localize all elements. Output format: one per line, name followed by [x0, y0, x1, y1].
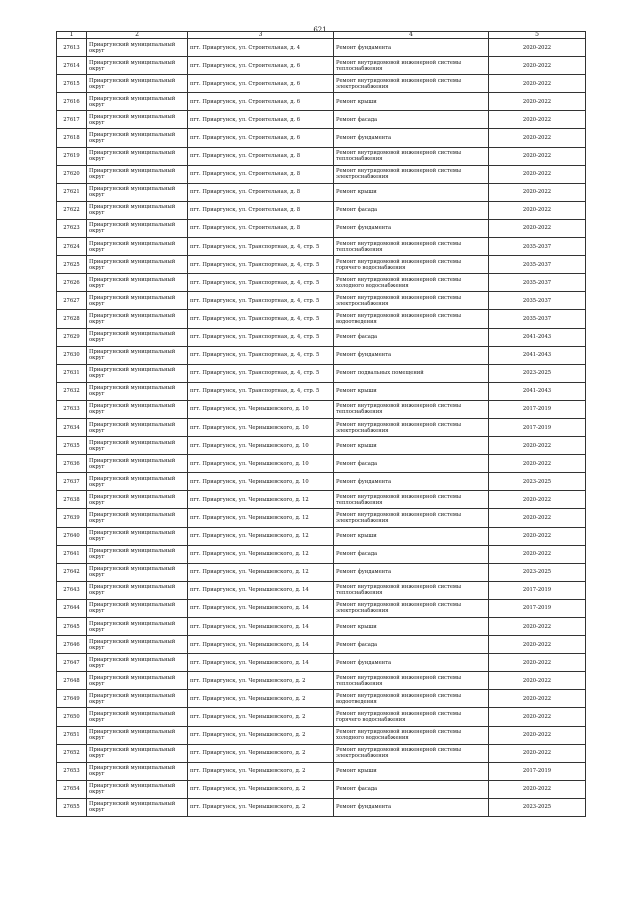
address-cell: пгт. Приаргунск, ул. Транспортная, д. 4, стр. 5 [188, 256, 334, 274]
work-type-cell: Ремонт внутридомовой инженерной системы электроснабжения [334, 418, 489, 436]
row-number: 27645 [57, 618, 87, 636]
row-number: 27654 [57, 780, 87, 798]
municipality-cell: Приаргунский муниципальный округ [87, 75, 188, 93]
municipality-cell: Приаргунский муниципальный округ [87, 527, 188, 545]
municipality-cell: Приаргунский муниципальный округ [87, 400, 188, 418]
period-cell: 2020-2022 [489, 219, 586, 237]
municipality-cell: Приаргунский муниципальный округ [87, 382, 188, 400]
table-row [57, 364, 586, 382]
row-number: 27632 [57, 382, 87, 400]
address-cell: пгт. Приаргунск, ул. Чернышевского, д. 10 [188, 437, 334, 455]
period-cell: 2035-2037 [489, 274, 586, 292]
address-cell: пгт. Приаргунск, ул. Строительная, д. 8 [188, 219, 334, 237]
row-number: 27619 [57, 147, 87, 165]
municipality-cell: Приаргунский муниципальный округ [87, 437, 188, 455]
row-number: 27651 [57, 726, 87, 744]
municipality-cell: Приаргунский муниципальный округ [87, 364, 188, 382]
row-number: 27648 [57, 672, 87, 690]
period-cell: 2020-2022 [489, 93, 586, 111]
column-header: 4 [334, 32, 489, 39]
work-type-cell: Ремонт внутридомовой инженерной системы водоотведения [334, 690, 489, 708]
table-row [57, 455, 586, 473]
period-cell: 2035-2037 [489, 310, 586, 328]
page-number: 621 [313, 26, 327, 34]
row-number: 27627 [57, 292, 87, 310]
table-row [57, 147, 586, 165]
table-row [57, 618, 586, 636]
row-number: 27652 [57, 744, 87, 762]
period-cell: 2041-2043 [489, 346, 586, 364]
work-type-cell: Ремонт крыши [334, 762, 489, 780]
work-type-cell: Ремонт внутридомовой инженерной системы теплоснабжения [334, 581, 489, 599]
municipality-cell: Приаргунский муниципальный округ [87, 473, 188, 491]
municipality-cell: Приаргунский муниципальный округ [87, 690, 188, 708]
table-row [57, 690, 586, 708]
table-row [57, 563, 586, 581]
table-row [57, 527, 586, 545]
period-cell: 2035-2037 [489, 256, 586, 274]
work-type-cell: Ремонт фундамента [334, 798, 489, 816]
municipality-cell: Приаргунский муниципальный округ [87, 762, 188, 780]
work-type-cell: Ремонт фундамента [334, 473, 489, 491]
work-type-cell: Ремонт фасада [334, 111, 489, 129]
address-cell: пгт. Приаргунск, ул. Строительная, д. 6 [188, 93, 334, 111]
table-row [57, 183, 586, 201]
column-header: 2 [87, 32, 188, 39]
period-cell: 2017-2019 [489, 599, 586, 617]
address-cell: пгт. Приаргунск, ул. Транспортная, д. 4, стр. 5 [188, 382, 334, 400]
address-cell: пгт. Приаргунск, ул. Чернышевского, д. 14 [188, 599, 334, 617]
row-number: 27635 [57, 437, 87, 455]
row-number: 27625 [57, 256, 87, 274]
work-type-cell: Ремонт фасада [334, 780, 489, 798]
table-row [57, 744, 586, 762]
period-cell: 2017-2019 [489, 418, 586, 436]
municipality-cell: Приаргунский муниципальный округ [87, 780, 188, 798]
address-cell: пгт. Приаргунск, ул. Чернышевского, д. 2 [188, 708, 334, 726]
work-type-cell: Ремонт внутридомовой инженерной системы теплоснабжения [334, 672, 489, 690]
period-cell: 2020-2022 [489, 39, 586, 57]
municipality-cell: Приаргунский муниципальный округ [87, 418, 188, 436]
table-row [57, 165, 586, 183]
municipality-cell: Приаргунский муниципальный округ [87, 292, 188, 310]
row-number: 27653 [57, 762, 87, 780]
municipality-cell: Приаргунский муниципальный округ [87, 599, 188, 617]
address-cell: пгт. Приаргунск, ул. Чернышевского, д. 2 [188, 690, 334, 708]
table-row [57, 636, 586, 654]
municipality-cell: Приаргунский муниципальный округ [87, 346, 188, 364]
address-cell: пгт. Приаргунск, ул. Транспортная, д. 4, стр. 5 [188, 310, 334, 328]
work-type-cell: Ремонт фасада [334, 636, 489, 654]
work-type-cell: Ремонт фундамента [334, 654, 489, 672]
table-row [57, 39, 586, 57]
row-number: 27624 [57, 238, 87, 256]
row-number: 27650 [57, 708, 87, 726]
address-cell: пгт. Приаргунск, ул. Чернышевского, д. 10 [188, 455, 334, 473]
table-row [57, 75, 586, 93]
period-cell: 2020-2022 [489, 780, 586, 798]
address-cell: пгт. Приаргунск, ул. Чернышевского, д. 14 [188, 654, 334, 672]
municipality-cell: Приаргунский муниципальный округ [87, 636, 188, 654]
row-number: 27634 [57, 418, 87, 436]
table-row [57, 201, 586, 219]
address-cell: пгт. Приаргунск, ул. Чернышевского, д. 2 [188, 672, 334, 690]
address-cell: пгт. Приаргунск, ул. Транспортная, д. 4, стр. 5 [188, 238, 334, 256]
table-row [57, 473, 586, 491]
column-number-row [57, 32, 586, 39]
column-header: 5 [489, 32, 586, 39]
address-cell: пгт. Приаргунск, ул. Чернышевского, д. 2 [188, 726, 334, 744]
row-number: 27638 [57, 491, 87, 509]
column-header: 1 [57, 32, 87, 39]
municipality-cell: Приаргунский муниципальный округ [87, 744, 188, 762]
row-number: 27615 [57, 75, 87, 93]
table-row [57, 672, 586, 690]
address-cell: пгт. Приаргунск, ул. Чернышевского, д. 2 [188, 798, 334, 816]
period-cell: 2017-2019 [489, 762, 586, 780]
period-cell: 2023-2025 [489, 798, 586, 816]
table-row [57, 292, 586, 310]
municipality-cell: Приаргунский муниципальный округ [87, 455, 188, 473]
municipality-cell: Приаргунский муниципальный округ [87, 563, 188, 581]
municipality-cell: Приаргунский муниципальный округ [87, 654, 188, 672]
row-number: 27633 [57, 400, 87, 418]
municipality-cell: Приаргунский муниципальный округ [87, 165, 188, 183]
work-type-cell: Ремонт внутридомовой инженерной системы электроснабжения [334, 75, 489, 93]
table-row [57, 780, 586, 798]
table-row [57, 762, 586, 780]
row-number: 27626 [57, 274, 87, 292]
period-cell: 2017-2019 [489, 581, 586, 599]
address-cell: пгт. Приаргунск, ул. Чернышевского, д. 14 [188, 581, 334, 599]
municipality-cell: Приаргунский муниципальный округ [87, 93, 188, 111]
municipality-cell: Приаргунский муниципальный округ [87, 310, 188, 328]
table-row [57, 346, 586, 364]
municipality-cell: Приаргунский муниципальный округ [87, 256, 188, 274]
table-row [57, 219, 586, 237]
table-row [57, 400, 586, 418]
address-cell: пгт. Приаргунск, ул. Строительная, д. 8 [188, 183, 334, 201]
work-type-cell: Ремонт фасада [334, 545, 489, 563]
work-type-cell: Ремонт крыши [334, 183, 489, 201]
period-cell: 2023-2025 [489, 473, 586, 491]
table-row [57, 382, 586, 400]
address-cell: пгт. Приаргунск, ул. Чернышевского, д. 12 [188, 509, 334, 527]
address-cell: пгт. Приаргунск, ул. Строительная, д. 6 [188, 57, 334, 75]
address-cell: пгт. Приаргунск, ул. Строительная, д. 4 [188, 39, 334, 57]
period-cell: 2020-2022 [489, 672, 586, 690]
period-cell: 2020-2022 [489, 527, 586, 545]
period-cell: 2020-2022 [489, 654, 586, 672]
table-row [57, 599, 586, 617]
municipality-cell: Приаргунский муниципальный округ [87, 726, 188, 744]
row-number: 27640 [57, 527, 87, 545]
period-cell: 2017-2019 [489, 400, 586, 418]
row-number: 27641 [57, 545, 87, 563]
municipality-cell: Приаргунский муниципальный округ [87, 183, 188, 201]
address-cell: пгт. Приаргунск, ул. Чернышевского, д. 12 [188, 545, 334, 563]
municipality-cell: Приаргунский муниципальный округ [87, 129, 188, 147]
table-row [57, 274, 586, 292]
row-number: 27630 [57, 346, 87, 364]
period-cell: 2020-2022 [489, 455, 586, 473]
address-cell: пгт. Приаргунск, ул. Транспортная, д. 4, стр. 5 [188, 292, 334, 310]
table-row [57, 654, 586, 672]
work-type-cell: Ремонт крыши [334, 437, 489, 455]
work-type-cell: Ремонт внутридомовой инженерной системы холодного водоснабжения [334, 726, 489, 744]
municipality-cell: Приаргунский муниципальный округ [87, 219, 188, 237]
row-number: 27622 [57, 201, 87, 219]
municipality-cell: Приаргунский муниципальный округ [87, 491, 188, 509]
work-type-cell: Ремонт фундамента [334, 39, 489, 57]
work-type-cell: Ремонт подвальных помещений [334, 364, 489, 382]
row-number: 27613 [57, 39, 87, 57]
registry-table-body [57, 32, 586, 817]
table-row [57, 581, 586, 599]
row-number: 27637 [57, 473, 87, 491]
column-header: 3 [188, 32, 334, 39]
address-cell: пгт. Приаргунск, ул. Строительная, д. 8 [188, 147, 334, 165]
work-type-cell: Ремонт фасада [334, 328, 489, 346]
municipality-cell: Приаргунский муниципальный округ [87, 147, 188, 165]
period-cell: 2023-2025 [489, 364, 586, 382]
period-cell: 2020-2022 [489, 491, 586, 509]
work-type-cell: Ремонт фундамента [334, 219, 489, 237]
table-row [57, 57, 586, 75]
work-type-cell: Ремонт внутридомовой инженерной системы теплоснабжения [334, 238, 489, 256]
municipality-cell: Приаргунский муниципальный округ [87, 708, 188, 726]
work-type-cell: Ремонт внутридомовой инженерной системы теплоснабжения [334, 147, 489, 165]
work-type-cell: Ремонт крыши [334, 93, 489, 111]
period-cell: 2020-2022 [489, 165, 586, 183]
row-number: 27644 [57, 599, 87, 617]
row-number: 27616 [57, 93, 87, 111]
period-cell: 2020-2022 [489, 129, 586, 147]
row-number: 27628 [57, 310, 87, 328]
work-type-cell: Ремонт внутридомовой инженерной системы электроснабжения [334, 165, 489, 183]
period-cell: 2020-2022 [489, 75, 586, 93]
work-type-cell: Ремонт внутридомовой инженерной системы теплоснабжения [334, 400, 489, 418]
address-cell: пгт. Приаргунск, ул. Транспортная, д. 4, стр. 5 [188, 364, 334, 382]
address-cell: пгт. Приаргунск, ул. Чернышевского, д. 10 [188, 400, 334, 418]
municipality-cell: Приаргунский муниципальный округ [87, 238, 188, 256]
period-cell: 2020-2022 [489, 708, 586, 726]
row-number: 27629 [57, 328, 87, 346]
table-row [57, 310, 586, 328]
period-cell: 2020-2022 [489, 690, 586, 708]
address-cell: пгт. Приаргунск, ул. Чернышевского, д. 2 [188, 780, 334, 798]
work-type-cell: Ремонт крыши [334, 527, 489, 545]
address-cell: пгт. Приаргунск, ул. Чернышевского, д. 12 [188, 491, 334, 509]
table-row [57, 545, 586, 563]
address-cell: пгт. Приаргунск, ул. Строительная, д. 8 [188, 165, 334, 183]
period-cell: 2020-2022 [489, 147, 586, 165]
row-number: 27617 [57, 111, 87, 129]
address-cell: пгт. Приаргунск, ул. Чернышевского, д. 10 [188, 473, 334, 491]
municipality-cell: Приаргунский муниципальный округ [87, 328, 188, 346]
table-row [57, 93, 586, 111]
address-cell: пгт. Приаргунск, ул. Чернышевского, д. 2 [188, 744, 334, 762]
work-type-cell: Ремонт внутридомовой инженерной системы электроснабжения [334, 599, 489, 617]
work-type-cell: Ремонт внутридомовой инженерной системы электроснабжения [334, 292, 489, 310]
municipality-cell: Приаргунский муниципальный округ [87, 111, 188, 129]
address-cell: пгт. Приаргунск, ул. Транспортная, д. 4, стр. 5 [188, 274, 334, 292]
period-cell: 2041-2043 [489, 382, 586, 400]
period-cell: 2035-2037 [489, 292, 586, 310]
municipality-cell: Приаргунский муниципальный округ [87, 545, 188, 563]
work-type-cell: Ремонт фундамента [334, 129, 489, 147]
period-cell: 2020-2022 [489, 726, 586, 744]
row-number: 27643 [57, 581, 87, 599]
row-number: 27647 [57, 654, 87, 672]
row-number: 27621 [57, 183, 87, 201]
address-cell: пгт. Приаргунск, ул. Чернышевского, д. 14 [188, 636, 334, 654]
work-type-cell: Ремонт внутридомовой инженерной системы теплоснабжения [334, 491, 489, 509]
row-number: 27646 [57, 636, 87, 654]
period-cell: 2020-2022 [489, 545, 586, 563]
work-type-cell: Ремонт внутридомовой инженерной системы электроснабжения [334, 744, 489, 762]
row-number: 27636 [57, 455, 87, 473]
row-number: 27639 [57, 509, 87, 527]
municipality-cell: Приаргунский муниципальный округ [87, 798, 188, 816]
row-number: 27649 [57, 690, 87, 708]
period-cell: 2020-2022 [489, 201, 586, 219]
work-type-cell: Ремонт внутридомовой инженерной системы теплоснабжения [334, 57, 489, 75]
work-type-cell: Ремонт фундамента [334, 346, 489, 364]
address-cell: пгт. Приаргунск, ул. Транспортная, д. 4, стр. 5 [188, 328, 334, 346]
municipality-cell: Приаргунский муниципальный округ [87, 509, 188, 527]
table-row [57, 509, 586, 527]
address-cell: пгт. Приаргунск, ул. Строительная, д. 6 [188, 111, 334, 129]
period-cell: 2020-2022 [489, 437, 586, 455]
table-row [57, 798, 586, 816]
work-type-cell: Ремонт внутридомовой инженерной системы горячего водоснабжения [334, 708, 489, 726]
municipality-cell: Приаргунский муниципальный округ [87, 581, 188, 599]
address-cell: пгт. Приаргунск, ул. Строительная, д. 6 [188, 75, 334, 93]
period-cell: 2020-2022 [489, 183, 586, 201]
row-number: 27655 [57, 798, 87, 816]
work-type-cell: Ремонт крыши [334, 382, 489, 400]
table-row [57, 708, 586, 726]
work-type-cell: Ремонт крыши [334, 618, 489, 636]
period-cell: 2023-2025 [489, 563, 586, 581]
period-cell: 2020-2022 [489, 636, 586, 654]
municipality-cell: Приаргунский муниципальный округ [87, 57, 188, 75]
table-row [57, 256, 586, 274]
address-cell: пгт. Приаргунск, ул. Чернышевского, д. 2 [188, 762, 334, 780]
work-type-cell: Ремонт внутридомовой инженерной системы горячего водоснабжения [334, 256, 489, 274]
table-row [57, 418, 586, 436]
period-cell: 2020-2022 [489, 744, 586, 762]
row-number: 27618 [57, 129, 87, 147]
address-cell: пгт. Приаргунск, ул. Чернышевского, д. 12 [188, 563, 334, 581]
work-type-cell: Ремонт фасада [334, 455, 489, 473]
work-type-cell: Ремонт внутридомовой инженерной системы водоотведения [334, 310, 489, 328]
work-type-cell: Ремонт фасада [334, 201, 489, 219]
period-cell: 2035-2037 [489, 238, 586, 256]
period-cell: 2020-2022 [489, 111, 586, 129]
municipality-cell: Приаргунский муниципальный округ [87, 39, 188, 57]
address-cell: пгт. Приаргунск, ул. Строительная, д. 6 [188, 129, 334, 147]
table-row [57, 437, 586, 455]
period-cell: 2020-2022 [489, 57, 586, 75]
registry-table [56, 31, 586, 817]
period-cell: 2020-2022 [489, 509, 586, 527]
row-number: 27614 [57, 57, 87, 75]
period-cell: 2020-2022 [489, 618, 586, 636]
table-row [57, 129, 586, 147]
work-type-cell: Ремонт внутридомовой инженерной системы электроснабжения [334, 509, 489, 527]
work-type-cell: Ремонт фундамента [334, 563, 489, 581]
address-cell: пгт. Приаргунск, ул. Чернышевского, д. 12 [188, 527, 334, 545]
address-cell: пгт. Приаргунск, ул. Транспортная, д. 4, стр. 5 [188, 346, 334, 364]
table-row [57, 726, 586, 744]
municipality-cell: Приаргунский муниципальный округ [87, 618, 188, 636]
work-type-cell: Ремонт внутридомовой инженерной системы холодного водоснабжения [334, 274, 489, 292]
table-row [57, 328, 586, 346]
period-cell: 2041-2043 [489, 328, 586, 346]
table-row [57, 491, 586, 509]
municipality-cell: Приаргунский муниципальный округ [87, 201, 188, 219]
municipality-cell: Приаргунский муниципальный округ [87, 672, 188, 690]
address-cell: пгт. Приаргунск, ул. Чернышевского, д. 14 [188, 618, 334, 636]
row-number: 27623 [57, 219, 87, 237]
address-cell: пгт. Приаргунск, ул. Чернышевского, д. 10 [188, 418, 334, 436]
row-number: 27631 [57, 364, 87, 382]
address-cell: пгт. Приаргунск, ул. Строительная, д. 8 [188, 201, 334, 219]
table-row [57, 238, 586, 256]
table-row [57, 111, 586, 129]
row-number: 27642 [57, 563, 87, 581]
row-number: 27620 [57, 165, 87, 183]
municipality-cell: Приаргунский муниципальный округ [87, 274, 188, 292]
